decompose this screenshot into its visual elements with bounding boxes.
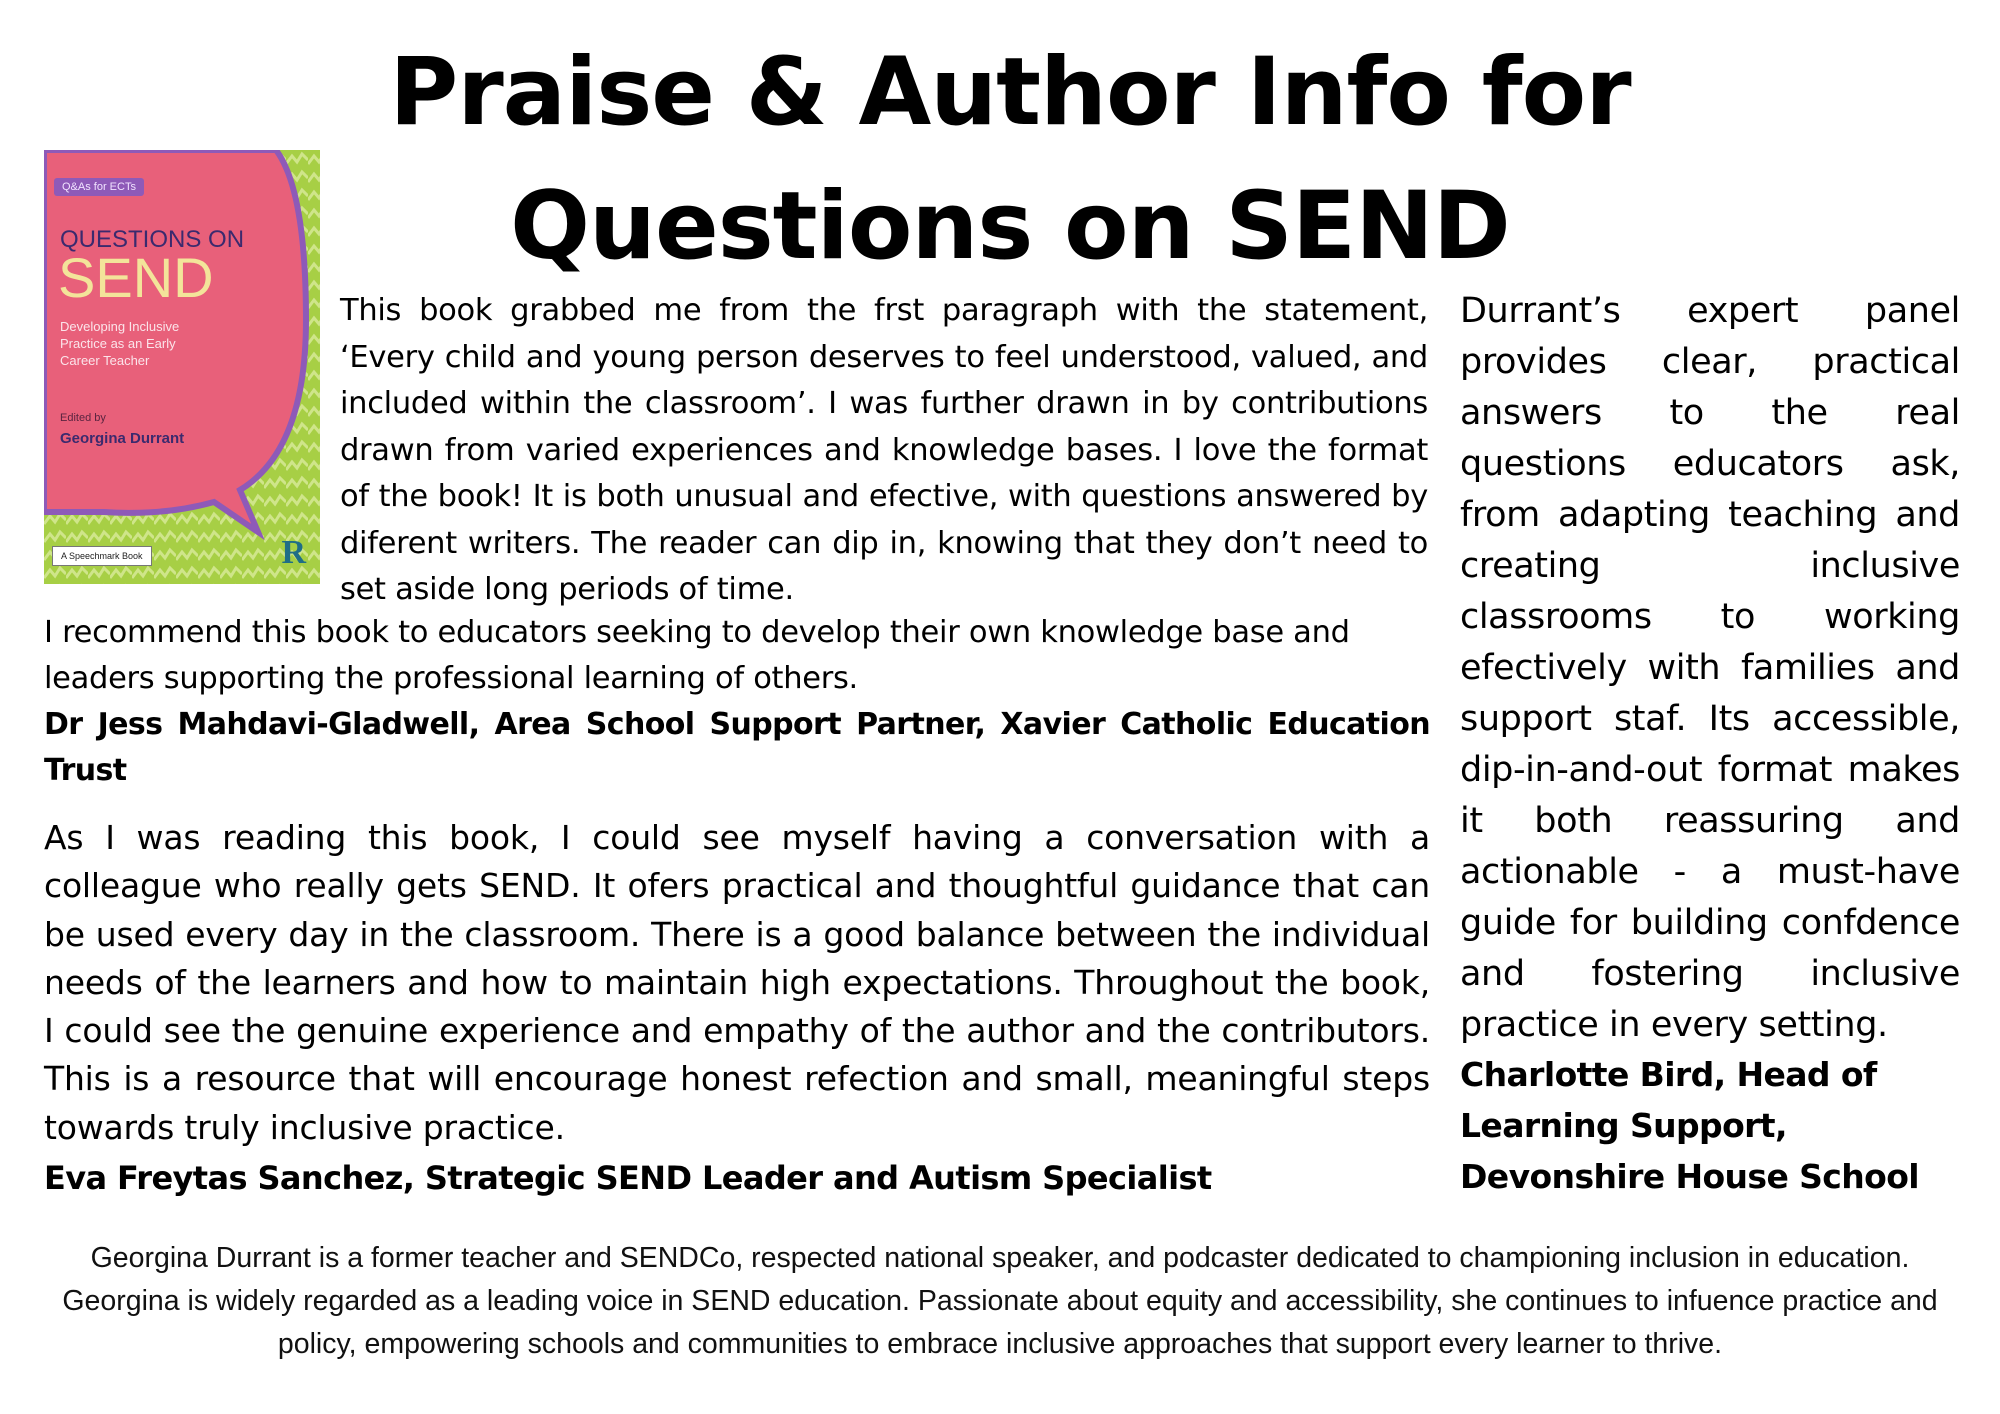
cover-author: Georgina Durrant [60, 430, 185, 447]
page-title-line-1: Praise & Author Info for [389, 38, 1631, 147]
cover-heading-big: SEND [58, 246, 214, 309]
review-1-text: This book grabbed me from the frst paragraph with the statement, ‘Every child and young person deserves to feel understood, valued, and included within the classroom’. I was further drawn in by contributions drawn from varied experiences and knowledge bases. I love the format of the book! It is both unusual and efective, with questions answered by diferent writers. The reader can dip in, knowing that they don’t need to set aside long periods of time. [340, 293, 1428, 607]
cover-heading: QUESTIONS ON [60, 226, 245, 253]
cover-subtitle: Developing Inclusive Practice as an Early Career Teacher [60, 319, 180, 368]
review-1-attribution: Dr Jess Mahdavi-Gladwell, Area School Support Partner, Xavier Catholic Education Trust [44, 707, 1430, 788]
book-cover [44, 150, 320, 584]
author-bio: Georgina Durrant is a former teacher and SENDCo, respected national speaker, and podcaster dedicated to championing inclusion in education. Georgina is widely regarded as a leading voice in SEND education. Passionate about equity and accessibility, she continues to infuence practice and policy, empowering schools and communities to embrace inclusive approaches that support every learner to thrive. [62, 1242, 1938, 1360]
review-1-text-continued: I recommend this book to educators seeking to develop their own knowledge base and leaders supporting the professional learning of others. [44, 615, 1350, 696]
review-2-attribution: Eva Freytas Sanchez, Strategic SEND Leader and Autism Specialist [44, 1159, 1212, 1197]
cover-series-badge: Q&As for ECTs [54, 178, 144, 196]
cover-edited-by: Edited by [60, 412, 106, 424]
page-title-line-2: Questions on SEND [510, 172, 1510, 281]
review-2-text: As I was reading this book, I could see myself having a conversation with a colleague who really gets SEND. It ofers practical and thoughtful guidance that can be used every day in the classroom. There is a good balance between the individual needs of the learners and how to maintain high expectations. Throughout the book, I could see the genuine experience and empathy of the author and the contributors. This is a resource that will encourage honest refection and small, meaningful steps towards truly inclusive practice. [44, 818, 1430, 1147]
review-3-attribution: Charlotte Bird, Head of Learning Support, Devonshire House School [1460, 1055, 1920, 1196]
cover-publisher-label: A Speechmark Book [52, 546, 152, 566]
review-3-text: Durrant’s expert panel provides clear, practical answers to the real questions educators ask, from adapting teaching and creating inclusive classrooms to working efectively with families and support staf. Its accessible, dip-in-and-out format makes it both reassuring and actionable - a must-have guide for building confdence and fostering inclusive practice in every setting. [1460, 291, 1960, 1045]
publisher-logo-icon: R [281, 534, 306, 571]
